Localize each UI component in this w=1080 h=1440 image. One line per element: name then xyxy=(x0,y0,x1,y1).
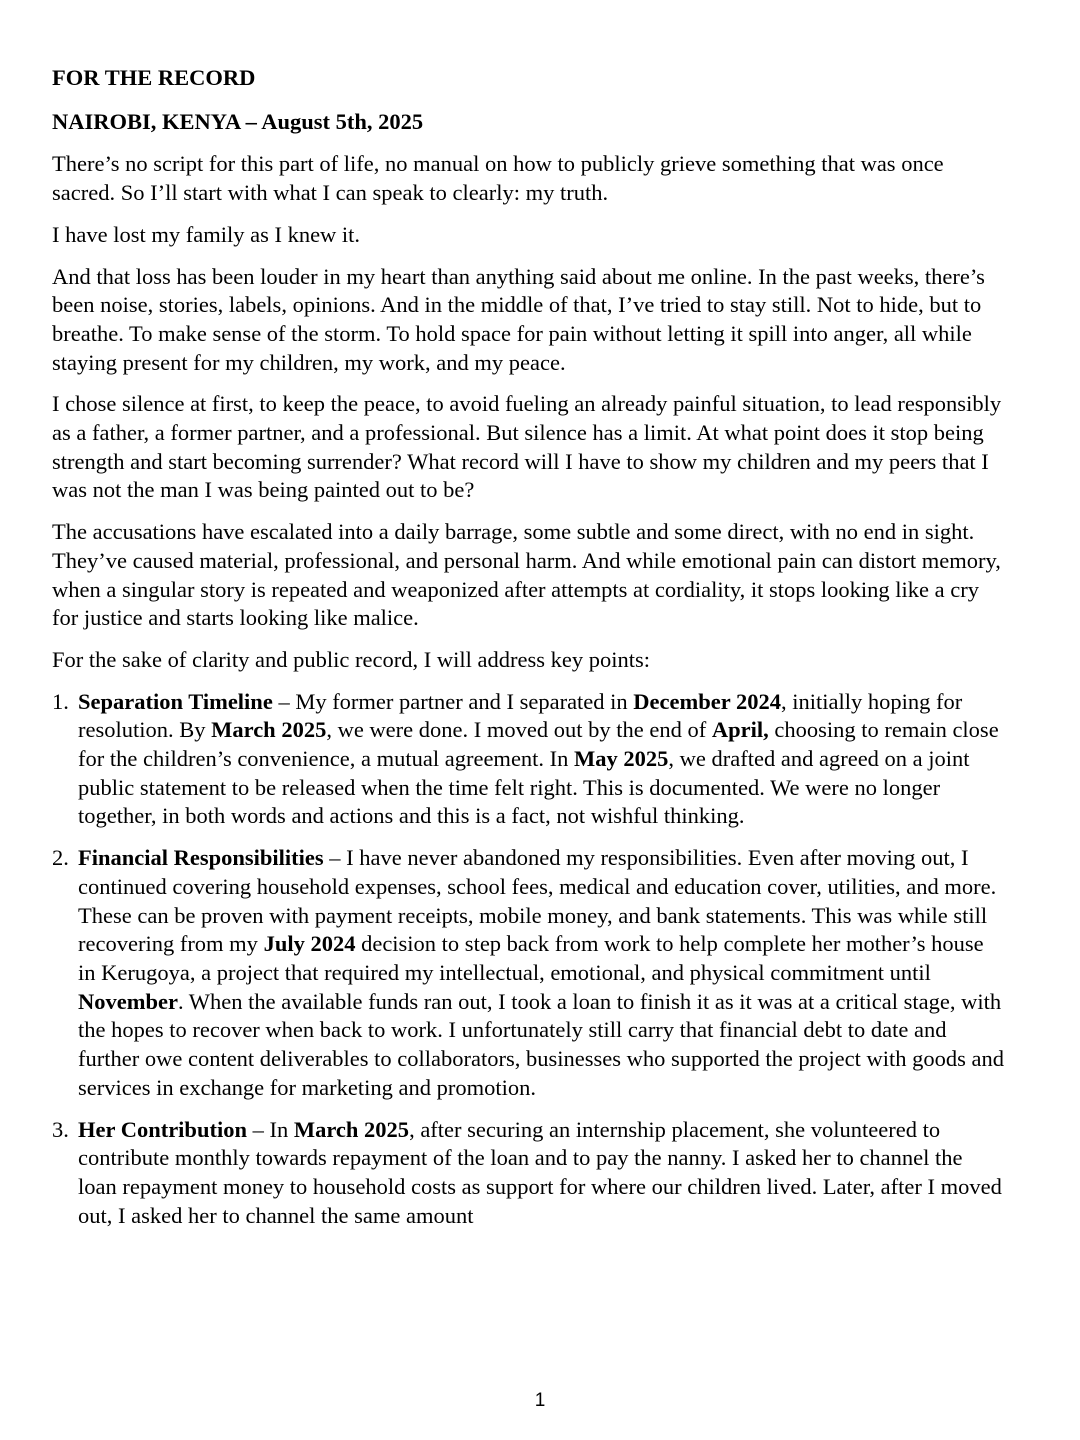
paragraph: The accusations have escalated into a daily barrage, some subtle and some direct, with no end in sight. They’ve caused material, professional, and personal harm. And while emotional pain can distort memory, when a singular story is repeated and weaponized after attempts at cordiality, it stops looking like a cry for justice and starts looking like malice. xyxy=(52,519,1001,631)
numbered-list xyxy=(52,688,1028,1231)
paragraph: I chose silence at first, to keep the peace, to avoid fueling an already painful situation, to lead responsibly as a father, a former partner, and a professional. But silence has a limit. At what point does it stop being strength and start becoming surrender? What record will I have to show my children and my peers that I was not the man I was being painted out to be? xyxy=(52,391,1002,503)
list-item-text: Financial Responsibilities – I have never abandoned my responsibilities. Even after moving out, I continued covering household expenses, school fees, medical and education cover, utilities, and more. These can be proven with payment receipts, mobile money, and bank statements. This was while still recovering from my July 2024 decision to step back from work to help complete her mother’s house in Kerugoya, a project that required my intellectual, emotional, and physical commitment until November. When the available funds ran out, I took a loan to finish it as it was at a critical stage, with the hopes to recover when back to work. I unfortunately still carry that financial debt to date and further owe content deliverables to collaborators, businesses who supported the project with goods and services in exchange for marketing and promotion. xyxy=(78,845,1005,1100)
list-item-text: Separation Timeline – My former partner and I separated in December 2024, initially hoping for resolution. By March 2025, we were done. I moved out by the end of April, choosing to remain close for the children’s convenience, a mutual agreement. In May 2025, we drafted and agreed on a joint public statement to be released when the time felt right. This is documented. We were no longer together, in both words and actions and this is a fact, not wishful thinking. xyxy=(78,688,999,829)
list-item-number: 2. xyxy=(52,845,69,871)
list-item xyxy=(52,688,1028,832)
list-item-number: 1. xyxy=(52,688,69,714)
page-number: 1 xyxy=(534,1390,546,1411)
list-item xyxy=(52,844,1028,1102)
paragraph: There’s no script for this part of life, no manual on how to publicly grieve something that was once sacred. So I’ll start with what I can speak to clearly: my truth. xyxy=(52,151,944,206)
document-dateline: NAIROBI, KENYA – August 5th, 2025 xyxy=(52,108,424,134)
list-item xyxy=(52,1116,1028,1231)
list-intro-paragraph: For the sake of clarity and public record, I will address key points: xyxy=(52,646,650,672)
paragraph: And that loss has been louder in my heart than anything said about me online. In the past weeks, there’s been noise, stories, labels, opinions. And in the middle of that, I’ve tried to stay still. Not to hide, but to breathe. To make sense of the storm. To hold space for pain without letting it spill into anger, all while staying present for my children, my work, and my peace. xyxy=(52,263,985,375)
list-item-text: Her Contribution – In March 2025, after securing an internship placement, she volunteered to contribute monthly towards repayment of the loan and to pay the nanny. I asked her to channel the loan repayment money to household costs as support for where our children lived. Later, after I moved out, I asked her to channel the same amount xyxy=(78,1116,1002,1228)
list-item-number: 3. xyxy=(52,1116,69,1142)
document-title: FOR THE RECORD xyxy=(52,65,256,90)
paragraph: I have lost my family as I knew it. xyxy=(52,221,361,247)
